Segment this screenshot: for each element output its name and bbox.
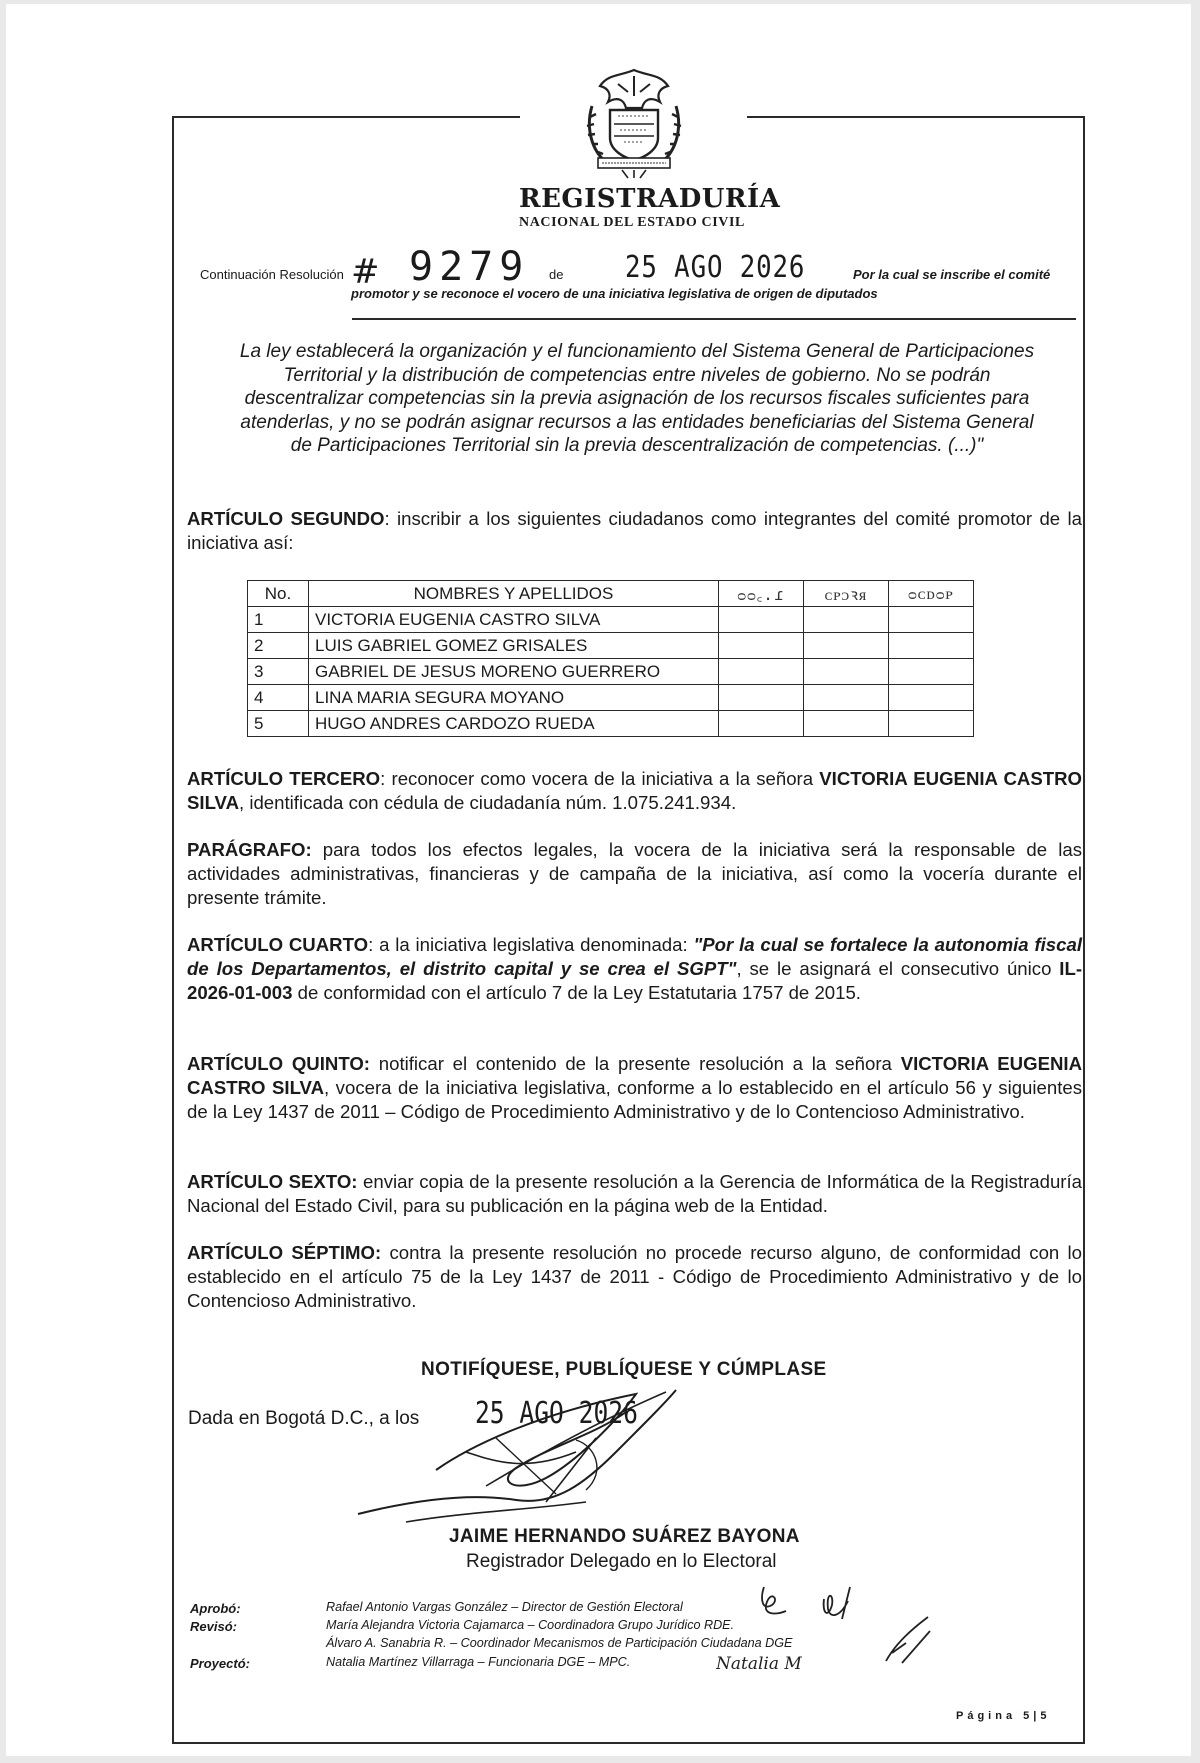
articulo-tercero — [187, 767, 1082, 815]
signer-role: Registrador Delegado en lo Electoral — [466, 1551, 777, 1572]
articulo-septimo-text: contra la presente resolución no procede recurso alguno, de conformidad con lo establecido en el artículo 75 de la Ley 1437 de 2011 - Código de Procedimiento Administrativo y de lo Contencioso Administrativo. — [187, 1242, 1082, 1311]
col-name-header: NOMBRES Y APELLIDOS — [309, 581, 719, 607]
articulo-quinto — [187, 1052, 1082, 1124]
aprobo-text: Rafael Antonio Vargas González – Director de Gestión Electoral — [326, 1600, 683, 1614]
aprobo-label: Aprobó: — [190, 1601, 241, 1616]
table-header-row — [248, 581, 974, 607]
row-blank-2 — [804, 659, 889, 685]
frame-top-left — [172, 116, 520, 118]
articulo-sexto-heading: ARTÍCULO SEXTO: — [187, 1171, 358, 1192]
articulo-cuarto-text-2: , se le asignará el consecutivo único — [736, 958, 1060, 979]
row-blank-2 — [804, 685, 889, 711]
paragrafo — [187, 838, 1082, 910]
articulo-quinto-text-1: notificar el contenido de la presente resolución a la señora — [370, 1053, 901, 1074]
hash-mark: # — [351, 252, 380, 292]
articulo-quinto-heading: ARTÍCULO QUINTO: — [187, 1053, 370, 1074]
proyecto-text: Natalia Martínez Villarraga – Funcionaria DGE – MPC. — [326, 1655, 631, 1669]
table-row — [248, 685, 974, 711]
org-subtitle: NACIONAL DEL ESTADO CIVIL — [519, 215, 745, 230]
row-blank-3 — [889, 685, 974, 711]
org-name: REGISTRADURÍA — [519, 184, 781, 214]
resolution-date-stamp: 25 AGO 2026 — [625, 250, 806, 285]
row-name: VICTORIA EUGENIA CASTRO SILVA — [309, 607, 719, 633]
vocera-name: VICTORIA EUGENIA CASTRO SILVA — [187, 768, 1082, 813]
table-row — [248, 607, 974, 633]
row-blank-3 — [889, 633, 974, 659]
articulo-cuarto — [187, 933, 1082, 1005]
row-blank-1 — [719, 711, 804, 737]
articulo-sexto — [187, 1170, 1082, 1218]
given-in-label: Dada en Bogotá D.C., a los — [188, 1408, 420, 1429]
frame-right — [1083, 116, 1085, 1744]
resolution-title-line-1: Por la cual se inscribe el comité — [853, 267, 1051, 282]
proyecto-label: Proyectó: — [190, 1656, 250, 1671]
row-name: GABRIEL DE JESUS MORENO GUERRERO — [309, 659, 719, 685]
articulo-segundo-heading: ARTÍCULO SEGUNDO — [187, 508, 385, 529]
redacted-header-2: ᴄᴘᴐꝛᴙ — [804, 581, 889, 607]
header-divider — [352, 318, 1076, 320]
articulo-cuarto-heading: ARTÍCULO CUARTO — [187, 934, 369, 955]
row-blank-1 — [719, 685, 804, 711]
articulo-cuarto-text-1: : a la iniciativa legislativa denominada: — [368, 934, 694, 955]
redacted-header-3: ᴑᴄᴅᴑᴘ — [889, 581, 974, 607]
articulo-tercero-text-2: , identificada con cédula de ciudadanía núm. 1.075.241.934. — [239, 792, 737, 813]
de-label: de — [549, 267, 564, 282]
articulo-septimo — [187, 1241, 1082, 1313]
articulo-tercero-heading: ARTÍCULO TERCERO — [187, 768, 381, 789]
row-blank-2 — [804, 711, 889, 737]
articulo-tercero-text-1: : reconocer como vocera de la iniciativa a la señora — [380, 768, 820, 789]
handwritten-initials — [716, 1579, 946, 1674]
row-number: 4 — [248, 685, 309, 711]
frame-bottom — [172, 1742, 1085, 1744]
articulo-septimo-heading: ARTÍCULO SÉPTIMO: — [187, 1242, 382, 1263]
row-name: LUIS GABRIEL GOMEZ GRISALES — [309, 633, 719, 659]
row-blank-2 — [804, 633, 889, 659]
continuation-label: Continuación Resolución — [200, 267, 344, 282]
col-no-header: No. — [248, 581, 309, 607]
initials-text: Natalia M — [716, 1654, 802, 1674]
row-name: LINA MARIA SEGURA MOYANO — [309, 685, 719, 711]
notified-name: VICTORIA EUGENIA CASTRO SILVA — [187, 1053, 1082, 1098]
paragrafo-heading: PARÁGRAFO: — [187, 839, 312, 860]
row-number: 3 — [248, 659, 309, 685]
document-page — [6, 4, 1191, 1756]
reviso-label: Revisó: — [190, 1619, 237, 1634]
quoted-law-text: La ley establecerá la organización y el funcionamiento del Sistema General de Participaciones Territorial y la distribución de competencias entre niveles de gobierno. No se podrán descentralizar competencias sin la previa asignación de los recursos fiscales suficientes para atenderlas, y no se podrán asignar recursos a las entidades beneficiarias del Sistema General de Participaciones Territorial sin la previa descentralización de competencias. (...)" — [239, 341, 1035, 456]
redacted-header-1: ᴑᴑ꜀.ɾ — [719, 581, 804, 607]
given-date-stamp: 25 AGO 2026 — [475, 1396, 638, 1431]
table-row — [248, 633, 974, 659]
row-blank-1 — [719, 607, 804, 633]
table-row — [248, 711, 974, 737]
frame-left — [172, 116, 174, 1744]
row-number: 1 — [248, 607, 309, 633]
row-number: 2 — [248, 633, 309, 659]
articulo-cuarto-text-3: de conformidad con el artículo 7 de la Ley Estatutaria 1757 de 2015. — [292, 982, 861, 1003]
articulo-quinto-text-2: , vocera de la iniciativa legislativa, conforme a lo establecido en el artículo 56 y siguientes de la Ley 1437 de 2011 – Código de Procedimiento Administrativo y de lo Contencioso Administrativo. — [187, 1077, 1082, 1122]
table-row — [248, 659, 974, 685]
handwritten-signature — [346, 1382, 786, 1537]
row-blank-3 — [889, 711, 974, 737]
row-name: HUGO ANDRES CARDOZO RUEDA — [309, 711, 719, 737]
initiative-code: IL-2026-01-003 — [187, 958, 1083, 1003]
articulo-segundo — [187, 507, 1082, 555]
page-number: Página 5|5 — [956, 1710, 1051, 1722]
row-blank-2 — [804, 607, 889, 633]
paragrafo-text: para todos los efectos legales, la vocera de la iniciativa será la responsable de las actividades administrativas, financieras y de campaña de la iniciativa, así como la vocería durante el presente trámite. — [187, 839, 1082, 908]
row-blank-1 — [719, 659, 804, 685]
closing-formula: NOTIFÍQUESE, PUBLÍQUESE Y CÚMPLASE — [421, 1359, 827, 1380]
resolution-title-line-2: promotor y se reconoce el vocero de una iniciativa legislativa de origen de diputados — [351, 286, 878, 301]
coat-of-arms-logo — [578, 66, 690, 180]
resolution-number: 9279 — [409, 244, 530, 290]
row-blank-3 — [889, 607, 974, 633]
signer-name: JAIME HERNANDO SUÁREZ BAYONA — [449, 1526, 800, 1547]
reviso-text-1: María Alejandra Victoria Cajamarca – Coordinadora Grupo Jurídico RDE. — [326, 1618, 735, 1632]
initiative-title: "Por la cual se fortalece la autonomia fiscal de los Departamentos, el distrito capital y se crea el SGPT" — [187, 934, 1082, 979]
row-blank-3 — [889, 659, 974, 685]
row-number: 5 — [248, 711, 309, 737]
articulo-segundo-text: : inscribir a los siguientes ciudadanos como integrantes del comité promotor de la iniciativa así: — [187, 508, 1082, 553]
row-blank-1 — [719, 633, 804, 659]
promoter-committee-table — [247, 580, 974, 737]
frame-top-right — [747, 116, 1085, 118]
reviso-text-2: Álvaro A. Sanabria R. – Coordinador Mecanismos de Participación Ciudadana DGE — [326, 1636, 793, 1650]
articulo-sexto-text: enviar copia de la presente resolución a la Gerencia de Informática de la Registraduría Nacional del Estado Civil, para su publicación en la página web de la Entidad. — [187, 1171, 1082, 1216]
